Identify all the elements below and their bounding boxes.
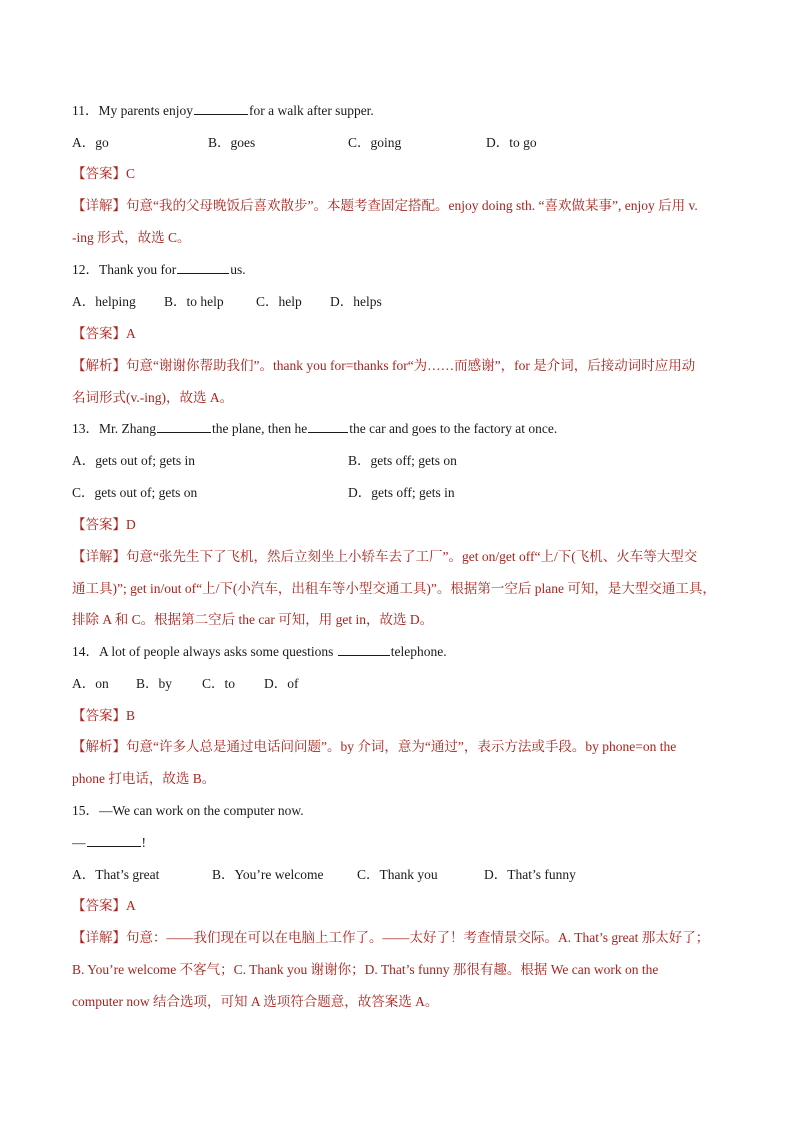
question-15-explain-2: B. You’re welcome 不客气；C. Thank you 谢谢你；D. That’s funny 那很有趣。根据 We can work on the [72, 962, 659, 977]
option-a: A．gets out of; gets in [72, 453, 195, 468]
question-15-stem-line-2: — ! [72, 835, 146, 850]
question-14-explain-2: phone 打电话，故选 B。 [72, 771, 216, 786]
question-13-stem: 13．Mr. Zhang the plane, then he the car and goes to the factory at once. [72, 421, 558, 436]
question-12-stem: 12．Thank you for us. [72, 262, 246, 277]
option-c: C．gets out of; gets on [72, 485, 198, 500]
question-13-answer: 【答案】D [72, 517, 136, 532]
answer-blank [338, 642, 390, 656]
question-11-explain-1: 【详解】句意“我的父母晚饭后喜欢散步”。本题考查固定搭配。enjoy doing sth. “喜欢做某事”, enjoy 后用 v. [72, 198, 698, 213]
question-12-explain-1: 【解析】句意“谢谢你帮助我们”。thank you for=thanks for“为……而感谢”，for 是介词，后接动词时应用动 [72, 358, 696, 373]
answer-blank [194, 101, 248, 115]
option-a: A．on [72, 676, 109, 691]
question-15-answer: 【答案】A [72, 898, 136, 913]
question-11-answer: 【答案】C [72, 166, 136, 181]
option-a: A．That’s great [72, 867, 160, 882]
option-b: B．gets off; gets on [348, 453, 457, 468]
question-13-explain-1: 【详解】句意“张先生下了飞机，然后立刻坐上小轿车去了工厂”。get on/get off“上/下(飞机、火车等大型交 [72, 549, 698, 564]
question-15-explain-1: 【详解】句意：——我们现在可以在电脑上工作了。——太好了！考查情景交际。A. That’s great 那太好了； [72, 930, 710, 945]
option-c: C．to [202, 676, 236, 691]
answer-blank [157, 419, 211, 433]
question-12-explain-2: 名词形式(v.-ing)，故选 A。 [72, 390, 234, 405]
option-d: D．That’s funny [484, 867, 576, 882]
option-a: A．helping [72, 294, 136, 309]
option-b: B．by [136, 676, 173, 691]
option-d: D．of [264, 676, 299, 691]
option-a: A．go [72, 135, 109, 150]
question-14-stem: 14．A lot of people always asks some questions telephone. [72, 644, 447, 659]
question-12-answer: 【答案】A [72, 326, 136, 341]
option-b: B．goes [208, 135, 256, 150]
option-c: C．help [256, 294, 302, 309]
question-13-explain-3: 排除 A 和 C。根据第二空后 the car 可知，用 get in，故选 D。 [72, 612, 434, 627]
option-c: C．Thank you [357, 867, 438, 882]
option-d: D．gets off; gets in [348, 485, 455, 500]
question-15-stem: 15．—We can work on the computer now. [72, 803, 304, 818]
option-b: B．You’re welcome [212, 867, 324, 882]
question-13-explain-2: 通工具)”; get in/out of“上/下(小汽车，出租车等小型交通工具)”。根据第一空后 plane 可知，是大型交通工具， [72, 581, 716, 596]
answer-blank [87, 833, 141, 847]
answer-blank [308, 419, 348, 433]
option-d: D．to go [486, 135, 537, 150]
question-11-stem: 11．My parents enjoy for a walk after supper. [72, 103, 374, 118]
question-14-answer: 【答案】B [72, 708, 136, 723]
option-d: D．helps [330, 294, 382, 309]
option-c: C．going [348, 135, 402, 150]
question-15-explain-3: computer now 结合选项，可知 A 选项符合题意，故答案选 A。 [72, 994, 439, 1009]
answer-blank [177, 260, 229, 274]
question-11-explain-2: -ing 形式，故选 C。 [72, 230, 191, 245]
option-b: B．to help [164, 294, 224, 309]
question-14-explain-1: 【解析】句意“许多人总是通过电话问问题”。by 介词，意为“通过”，表示方法或手段。by phone=on the [72, 739, 677, 754]
